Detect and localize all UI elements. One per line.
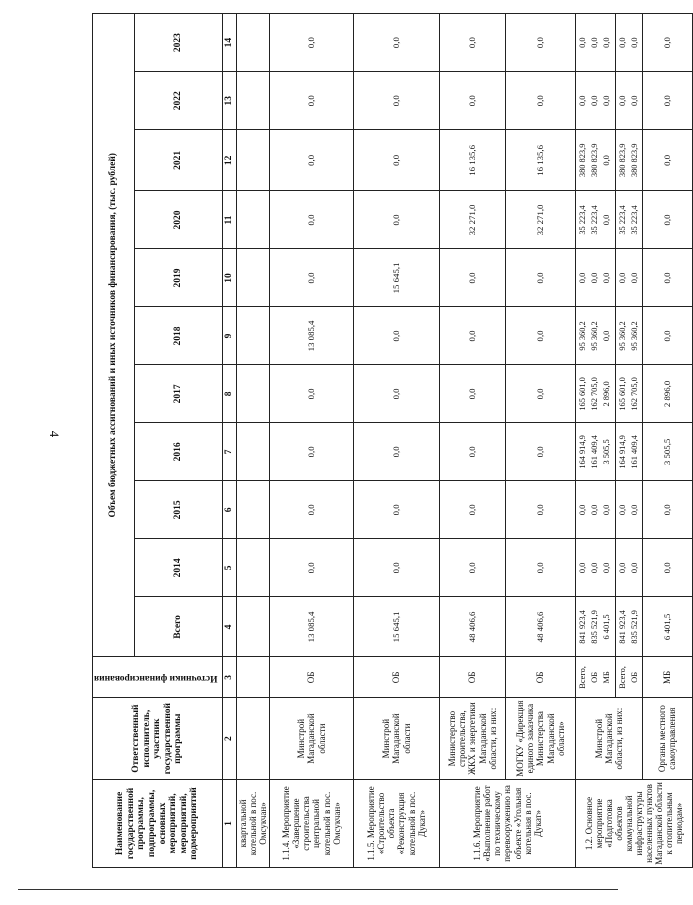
- header-source-cell: [93, 657, 223, 698]
- row-executor: Органы местного самоуправления: [642, 698, 692, 780]
- value-cell: 0,0: [642, 14, 692, 72]
- col-number: 3: [223, 657, 237, 698]
- value-stack: [575, 191, 615, 249]
- header-year-2014: 2014: [135, 539, 223, 597]
- value-cell: 0,0: [642, 249, 692, 307]
- value-cell: 0,0: [269, 14, 353, 72]
- value-cell: 0,0: [629, 37, 639, 48]
- value-cell: 16 135,6: [505, 130, 575, 191]
- value-cell: 380 823,9: [617, 143, 627, 178]
- value-cell: 2 896,0: [642, 365, 692, 423]
- row-name: квартальной котельной в пос. Омсукчан»: [236, 779, 269, 867]
- value-cell: 0,0: [602, 330, 612, 342]
- col-number: 4: [223, 597, 237, 657]
- value-cell: 0,0: [590, 37, 600, 48]
- value-cell: [236, 365, 269, 423]
- row-source: [236, 657, 269, 698]
- value-cell: 165 601,0: [617, 377, 627, 411]
- value-cell: [236, 249, 269, 307]
- col-number: 12: [223, 130, 237, 191]
- value-stack: [615, 72, 642, 130]
- source-label: МБ: [602, 671, 612, 684]
- value-cell: [236, 14, 269, 72]
- value-cell: 13 085,4: [269, 597, 353, 657]
- row-executor: МОГКУ «Дирекция единого заказчика Министерства Магаданской области»: [505, 698, 575, 780]
- value-cell: 0,0: [439, 249, 505, 307]
- value-cell: 0,0: [505, 365, 575, 423]
- value-cell: 0,0: [602, 37, 612, 48]
- col-number: 7: [223, 423, 237, 481]
- value-cell: 0,0: [578, 272, 588, 284]
- value-cell: 35 223,4: [617, 205, 627, 235]
- value-cell: 32 271,0: [505, 191, 575, 249]
- value-cell: 0,0: [629, 272, 639, 284]
- value-stack: [615, 191, 642, 249]
- value-cell: 162 705,0: [629, 377, 639, 411]
- header-year-2021: 2021: [135, 130, 223, 191]
- value-stack: [615, 597, 642, 657]
- value-cell: 0,0: [629, 562, 639, 574]
- page-number: 4: [47, 430, 62, 438]
- value-cell: 0,0: [505, 249, 575, 307]
- value-stack: [575, 72, 615, 130]
- row-name: 1.1.4. Мероприятие «Завершение строительства центральной котельной в пос. Омсукчан»: [269, 779, 353, 867]
- value-cell: 0,0: [439, 307, 505, 365]
- row-executor: [236, 698, 269, 780]
- value-cell: 0,0: [602, 272, 612, 284]
- value-cell: 0,0: [353, 539, 439, 597]
- value-cell: 95 360,2: [617, 321, 627, 351]
- value-cell: 165 601,0: [578, 377, 588, 411]
- col-number: 11: [223, 191, 237, 249]
- value-cell: 0,0: [642, 481, 692, 539]
- value-stack: [575, 249, 615, 307]
- value-cell: 835 521,9: [590, 610, 600, 644]
- header-name: Наименование государственной программы, подпрограммы, основных мероприятий, мероприятий, подмероприятий: [93, 779, 223, 867]
- col-number: 9: [223, 307, 237, 365]
- value-cell: 2 896,0: [602, 381, 612, 407]
- row-executor: Министерство строительства, ЖКХ и энергетики Магаданской области, из них:: [439, 698, 505, 780]
- row-source: ОБ: [353, 657, 439, 698]
- value-cell: 0,0: [439, 423, 505, 481]
- value-cell: 0,0: [269, 481, 353, 539]
- header-executor: Ответственный исполнитель, участник государственной программы: [93, 698, 223, 780]
- value-cell: 15 645,1: [353, 249, 439, 307]
- value-stack: [575, 481, 615, 539]
- value-cell: 0,0: [505, 481, 575, 539]
- header-year-2023: 2023: [135, 14, 223, 72]
- value-cell: 0,0: [353, 72, 439, 130]
- value-cell: 0,0: [353, 130, 439, 191]
- header-year-2016: 2016: [135, 423, 223, 481]
- value-cell: 0,0: [269, 423, 353, 481]
- row-executor: Минстрой Магаданской области, из них:: [575, 698, 642, 780]
- value-cell: 0,0: [269, 130, 353, 191]
- value-cell: 0,0: [617, 37, 627, 48]
- value-cell: 0,0: [642, 130, 692, 191]
- value-cell: 0,0: [602, 562, 612, 574]
- value-cell: 95 360,2: [590, 321, 600, 351]
- col-number: 6: [223, 481, 237, 539]
- value-cell: 0,0: [617, 562, 627, 574]
- value-cell: 0,0: [602, 504, 612, 516]
- value-cell: 0,0: [642, 307, 692, 365]
- row-name: 1.1.5. Мероприятие «Строительство объекта «Реконструкция котельной в пос. Дукат»: [353, 779, 439, 867]
- value-cell: 161 409,4: [590, 435, 600, 469]
- table-row: [642, 14, 692, 868]
- col-number: 5: [223, 539, 237, 597]
- value-cell: 48 406,6: [439, 597, 505, 657]
- value-cell: 0,0: [269, 72, 353, 130]
- value-cell: 380 823,9: [590, 143, 600, 178]
- value-cell: [236, 539, 269, 597]
- table-row: [505, 14, 575, 868]
- value-cell: 0,0: [269, 539, 353, 597]
- header-year-2015: 2015: [135, 481, 223, 539]
- header-source: Источники финансирования: [94, 672, 218, 683]
- value-cell: 0,0: [505, 423, 575, 481]
- value-cell: 0,0: [602, 155, 612, 166]
- value-cell: 16 135,6: [439, 130, 505, 191]
- value-cell: 35 223,4: [590, 205, 600, 235]
- value-cell: 0,0: [353, 307, 439, 365]
- value-stack: [615, 249, 642, 307]
- col-number: 13: [223, 72, 237, 130]
- value-cell: 0,0: [505, 307, 575, 365]
- value-stack: [615, 307, 642, 365]
- value-cell: 0,0: [642, 72, 692, 130]
- value-stack: [615, 14, 642, 72]
- value-cell: [236, 307, 269, 365]
- value-cell: 164 914,9: [578, 435, 588, 469]
- value-cell: 0,0: [617, 504, 627, 516]
- row-executor: Минстрой Магаданской области: [269, 698, 353, 780]
- row-name: 1.2. Основное мероприятие «Подготовка объектов коммунальной инфраструктуры населенных пунктов Магаданской области к отопительным периодам»: [575, 779, 692, 867]
- funding-table: [92, 13, 693, 868]
- value-cell: 3 505,5: [602, 439, 612, 465]
- source-label: Всего,: [617, 666, 627, 689]
- rotated-table-wrapper: [92, 13, 685, 868]
- value-cell: 0,0: [439, 365, 505, 423]
- value-cell: 164 914,9: [617, 435, 627, 469]
- value-cell: 0,0: [642, 539, 692, 597]
- value-cell: 0,0: [439, 14, 505, 72]
- row-source: ОБ: [505, 657, 575, 698]
- table-row: [439, 14, 505, 868]
- value-cell: 0,0: [505, 539, 575, 597]
- value-cell: 0,0: [617, 272, 627, 284]
- value-cell: 0,0: [439, 539, 505, 597]
- value-cell: 0,0: [602, 95, 612, 106]
- value-stack: [575, 539, 615, 597]
- table-row: [236, 14, 269, 868]
- value-cell: 6 401,5: [642, 597, 692, 657]
- value-cell: 0,0: [269, 191, 353, 249]
- value-cell: 6 401,5: [602, 614, 612, 640]
- value-cell: 162 705,0: [590, 377, 600, 411]
- bottom-rule: [18, 889, 618, 890]
- header-year-2020: 2020: [135, 191, 223, 249]
- value-cell: 0,0: [617, 95, 627, 106]
- value-cell: 841 923,4: [617, 610, 627, 644]
- row-source: МБ: [642, 657, 692, 698]
- table-row: [575, 14, 615, 868]
- value-cell: 380 823,9: [578, 143, 588, 178]
- col-number: 14: [223, 14, 237, 72]
- value-stack: [615, 423, 642, 481]
- value-cell: 0,0: [602, 214, 612, 226]
- value-cell: 95 360,2: [578, 321, 588, 351]
- value-cell: 95 360,2: [629, 321, 639, 351]
- header-year-2018: 2018: [135, 307, 223, 365]
- value-cell: 0,0: [269, 365, 353, 423]
- row-name: 1.1.6. Мероприятие «Выполнение работ по техническому перевооружению на объекте «Угольная котельная в пос. Дукат»: [439, 779, 575, 867]
- value-cell: 841 923,4: [578, 610, 588, 644]
- value-cell: 0,0: [353, 191, 439, 249]
- header-year-2022: 2022: [135, 72, 223, 130]
- value-cell: 0,0: [578, 562, 588, 574]
- value-cell: [236, 191, 269, 249]
- value-cell: 0,0: [590, 562, 600, 574]
- row-source-stack: [575, 657, 615, 698]
- value-cell: 0,0: [353, 14, 439, 72]
- row-executor: Минстрой Магаданской области: [353, 698, 439, 780]
- value-cell: [236, 423, 269, 481]
- value-cell: 15 645,1: [353, 597, 439, 657]
- value-cell: 35 223,4: [629, 205, 639, 235]
- value-cell: 0,0: [590, 95, 600, 106]
- row-source: ОБ: [439, 657, 505, 698]
- header-funding-title: Объем бюджетных ассигнований и иных источников финансирования, (тыс. рублей): [93, 14, 135, 658]
- value-stack: [575, 14, 615, 72]
- value-cell: 0,0: [629, 504, 639, 516]
- value-cell: 0,0: [439, 72, 505, 130]
- col-number: 8: [223, 365, 237, 423]
- value-cell: 0,0: [353, 365, 439, 423]
- value-cell: [236, 481, 269, 539]
- value-stack: [575, 365, 615, 423]
- value-stack: [575, 597, 615, 657]
- value-cell: 0,0: [505, 14, 575, 72]
- value-stack: [615, 130, 642, 191]
- value-cell: [236, 72, 269, 130]
- value-cell: 835 521,9: [629, 610, 639, 644]
- value-cell: 0,0: [353, 481, 439, 539]
- value-cell: 0,0: [505, 72, 575, 130]
- header-year-2017: 2017: [135, 365, 223, 423]
- value-stack: [575, 130, 615, 191]
- value-cell: 0,0: [590, 504, 600, 516]
- value-cell: [236, 597, 269, 657]
- value-stack: [575, 307, 615, 365]
- table-row: [269, 14, 353, 868]
- value-cell: 13 085,4: [269, 307, 353, 365]
- col-number: 2: [223, 698, 237, 780]
- value-cell: 380 823,9: [629, 143, 639, 178]
- value-cell: 0,0: [578, 504, 588, 516]
- value-cell: 3 505,5: [642, 423, 692, 481]
- value-cell: 0,0: [629, 95, 639, 106]
- value-cell: 0,0: [578, 37, 588, 48]
- source-label: ОБ: [629, 671, 639, 683]
- col-number: 1: [223, 779, 237, 867]
- value-stack: [615, 539, 642, 597]
- table-row: [353, 14, 439, 868]
- header-year-2019: 2019: [135, 249, 223, 307]
- source-label: ОБ: [590, 671, 600, 683]
- row-source: ОБ: [269, 657, 353, 698]
- value-cell: 0,0: [642, 191, 692, 249]
- value-stack: [615, 365, 642, 423]
- value-cell: 0,0: [353, 423, 439, 481]
- row-source-stack: [615, 657, 642, 698]
- value-cell: 0,0: [439, 481, 505, 539]
- value-cell: 0,0: [590, 272, 600, 284]
- value-cell: 161 409,4: [629, 435, 639, 469]
- value-cell: 48 406,6: [505, 597, 575, 657]
- value-cell: 0,0: [578, 95, 588, 106]
- col-number: 10: [223, 249, 237, 307]
- value-cell: 0,0: [269, 249, 353, 307]
- value-stack: [615, 481, 642, 539]
- value-cell: [236, 130, 269, 191]
- header-year-total: Всего: [135, 597, 223, 657]
- value-stack: [575, 423, 615, 481]
- source-label: Всего,: [578, 666, 588, 689]
- value-cell: 35 223,4: [578, 205, 588, 235]
- value-cell: 32 271,0: [439, 191, 505, 249]
